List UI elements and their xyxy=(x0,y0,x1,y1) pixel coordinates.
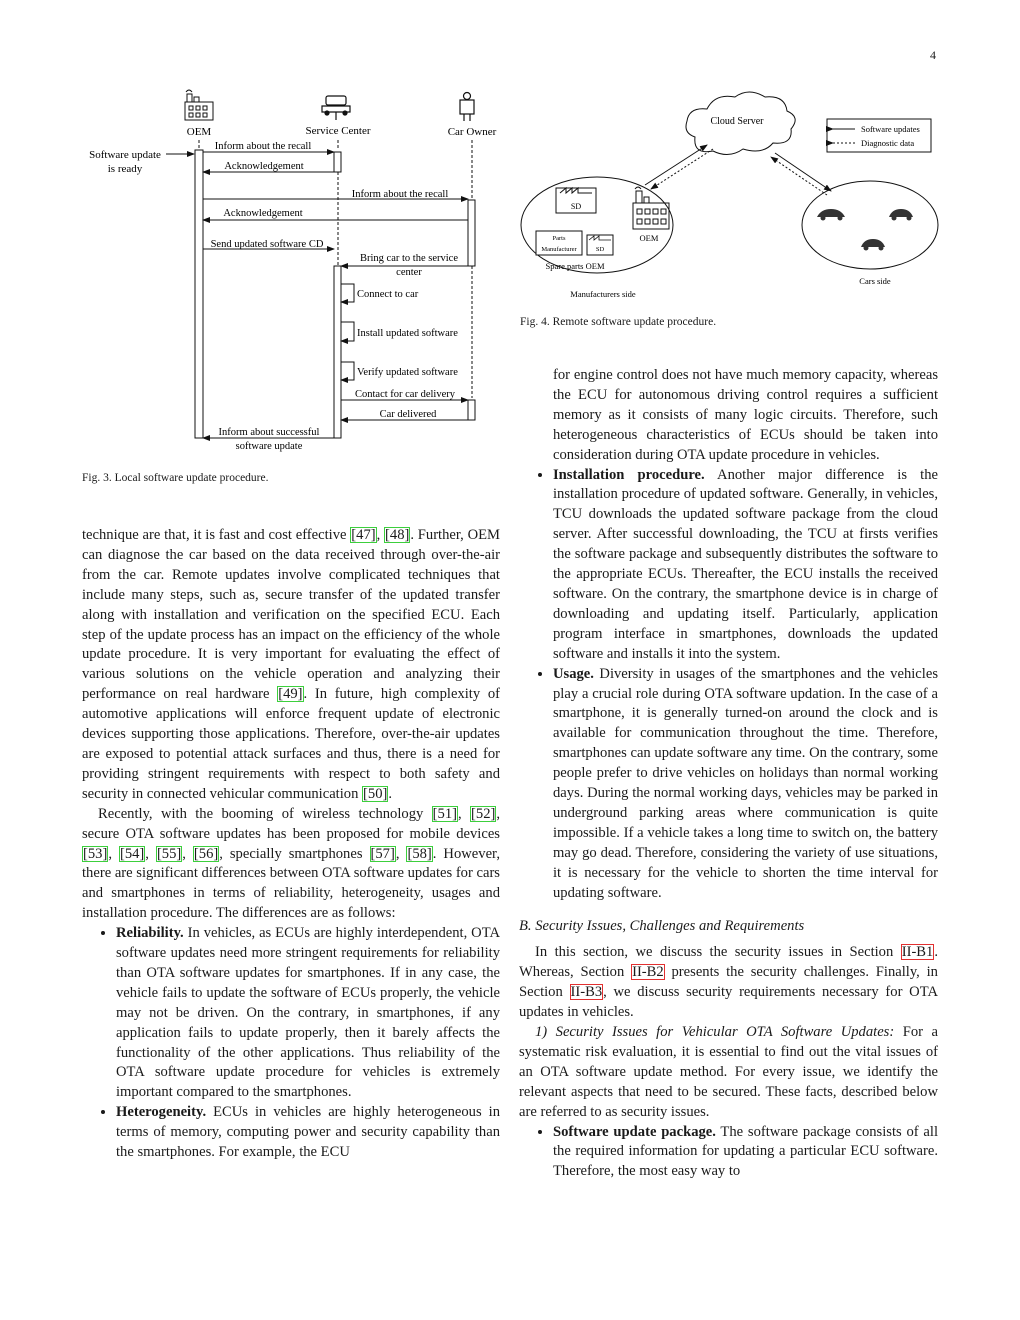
citation[interactable]: [52] xyxy=(471,805,496,822)
factory-icon xyxy=(185,90,213,120)
figure-3-caption: Fig. 3. Local software update procedure. xyxy=(82,472,269,484)
msg-ack-2: Acknowledgement xyxy=(223,208,303,219)
text: Diversity in usages of the smartphones and the vehicles play a crucial role during OTA software updation. In the case of a smartphone, it is generally turned-on around the clock and is available for communication throughout the time. Therefore, smartphones can update software any time. On the contrary, some people prefer to drive vehicles on holidays than normal working days. During the normal working days, vehicles may be parked in underground parking areas where communication is quite impossible. If a vehicle takes a long time to switch on, the battery may go dead. Therefore, considering the variety of use situations, it is necessary for the vehicle to shorten the time interval for updating software. xyxy=(553,665,938,901)
list-item-continued: for engine control does not have much memory capacity, whereas the ECU for autonomous driving control requires a sufficient memory as it consists of many logic circuits. Therefore, such heterogeneous characteristics of ECUs should be taken into consideration during OTA update procedure in vehicles. xyxy=(553,367,938,463)
text: technique are that, it is fast and cost effective xyxy=(82,527,347,543)
bullet-heading: Usage. xyxy=(553,665,594,682)
figure-4-caption: Fig. 4. Remote software update procedure. xyxy=(520,316,717,328)
section-link[interactable]: II-B2 xyxy=(632,964,664,981)
text: For a systematic risk evaluation, it is essential to find out the vital issues of an OTA software update method. For every issue, we identify the relevant aspects that need to be secured. These facts, described below are referred to as security issues. xyxy=(519,1024,938,1120)
msg-send-cd: Send updated software CD xyxy=(210,239,324,250)
citation[interactable]: [48] xyxy=(385,527,410,543)
citation[interactable]: [57] xyxy=(370,845,395,862)
paragraph xyxy=(519,943,938,1023)
msg-inform-success-2: software update xyxy=(235,441,303,452)
msg-bring-car-1: Bring car to the service xyxy=(360,253,458,264)
msg-inform-success-1: Inform about successful xyxy=(218,427,320,438)
msg-verify: Verify updated software xyxy=(357,367,458,378)
msg-install: Install updated software xyxy=(357,328,458,339)
trigger-label-2: is ready xyxy=(107,163,143,175)
cars-side-label: Cars side xyxy=(859,276,891,286)
list-item xyxy=(553,466,938,665)
trigger-label-1: Software update xyxy=(89,149,161,161)
paragraph: Recently, with the booming of wireless technology [51], [52], secure OTA software updates has been proposed for mobile devices [53], [54], [55], [56], specially smartphones [57], [58]. However, there are significant differences between OTA software updates for cars and smartphones in terms of reliability, heterogeneity, usages and installation procedure. The differences are as follows: xyxy=(82,805,501,922)
text: In this section, we discuss the security issues in Section xyxy=(535,944,894,961)
subsection-heading: 1) Security Issues for Vehicular OTA Software Updates: xyxy=(535,1024,895,1040)
bullet-list xyxy=(519,466,938,904)
msg-contact-delivery: Contact for car delivery xyxy=(355,389,455,400)
text: Another major difference is the installation procedure of updated software. Generally, in vehicles, TCU downloads the updated software package from the cloud server. After successful downloading, the TCU at firsts verifies the software package and subsequently distributes the software to the appropriate ECUs. Thereafter, the ECU installs the received software. On the contrary, the smartphone device is in charge of downloading and updating itself. Particularly, application program interface in smartphones, downloads the updated software and installs it into the system. xyxy=(553,466,938,662)
msg-car-delivered: Car delivered xyxy=(379,409,437,420)
citation[interactable]: [49] xyxy=(278,686,303,703)
spare-parts-label: Spare parts OEM xyxy=(545,261,605,271)
paragraph xyxy=(519,1023,938,1123)
list-item xyxy=(553,1123,938,1183)
text: . In future, high complexity of automotive applications will enforce frequent update of electronic devices supporting those applications. Therefore, over-the-air updates are exposed to potential attack surfaces and thus, there is a need for providing stringent requirements with respect to both safety and security in connected vehicular communication xyxy=(82,686,500,802)
actor-car-owner: Car Owner xyxy=(447,126,497,138)
list-item xyxy=(116,924,500,1103)
manufacturers-side-label: Manufacturers side xyxy=(570,289,636,299)
legend-software-updates: Software updates xyxy=(861,124,920,134)
parts-label-1: Parts xyxy=(552,235,566,242)
text: . Whereas, Section xyxy=(519,944,938,981)
bullet-heading: Reliability. xyxy=(116,925,184,942)
text: The software package consists of all the required information for updating a particular ECU software. Therefore, the most easy way to xyxy=(553,1123,938,1180)
figure-4-diagram xyxy=(515,85,945,310)
sd-label: SD xyxy=(570,202,582,211)
citation[interactable]: [51] xyxy=(432,805,457,822)
section-link[interactable]: II-B1 xyxy=(901,944,934,961)
citation[interactable]: [58] xyxy=(407,845,432,862)
parts-label-2: Manufacturer xyxy=(541,246,577,253)
text: . However, there are significant differences between OTA software updates for cars and smartphones in terms of reliability, heterogeneity, usages and installation procedure. The differences are as follows: xyxy=(82,845,500,922)
actor-service-center: Service Center xyxy=(305,125,371,137)
text: , specially smartphones xyxy=(219,845,363,862)
citation[interactable]: [54] xyxy=(119,845,145,862)
citation[interactable]: [55] xyxy=(156,845,182,862)
text: , we discuss security requirements necessary for OTA updates in vehicles. xyxy=(519,984,938,1021)
text: In vehicles, as ECUs are highly interdependent, OTA software updates need more stringent requirements for reliability than OTA software updates for smartphones. If in any case, the vehicle fails to update the software of ECUs properly, the vehicle may not be driven. On the contrary, in smartphones, if any application fails to update properly, then it barely affects the functionality of the other applications. Thus reliability of the OTA software update procedure for vehicles is extremely important compared to the smartphones. xyxy=(116,925,500,1101)
list-item xyxy=(553,665,938,904)
section-link[interactable]: II-B3 xyxy=(570,984,603,1001)
left-column xyxy=(82,526,500,1163)
msg-ack-1: Acknowledgement xyxy=(224,161,304,172)
text: ECUs in vehicles are highly heterogeneous in terms of memory, computing power and security capability than the smartphones. For example, the ECU xyxy=(116,1104,500,1161)
person-icon xyxy=(460,93,474,122)
bullet-list xyxy=(519,1123,938,1183)
bullet-heading: Heterogeneity. xyxy=(116,1104,207,1121)
msg-bring-car-2: center xyxy=(396,267,422,278)
text: Recently, with the booming of wireless technology xyxy=(98,805,424,822)
citation[interactable]: [47] xyxy=(351,527,376,543)
right-column xyxy=(519,366,938,1182)
oem-label: OEM xyxy=(639,233,659,243)
text: presents the security challenges. Finally, in Section xyxy=(519,964,938,1001)
paragraph: technique are that, it is fast and cost effective [47], [48]. Further, OEM can diagnose the car based on the data received through over-the-air from the car. Remote updates involve complicated techniques that include many steps, such as, secure transfer of the updated transfer along with installation and verification on the specified ECU. Each step of the update process has an impact on the efficiency of the whole update procedure. It is very important for evaluating the effect of various solutions on the vehicle operation and analyzing their performance on real hardware [49]. In future, high complexity of automotive applications will enforce frequent update of electronic devices supporting those applications. Therefore, over-the-air updates are exposed to potential attack surfaces and thus, there is a need for providing stringent requirements with respect to both safety and security in connected vehicular communication [50]. xyxy=(82,527,501,802)
text: . Further, OEM can diagnose the car based on the data received through over-the-air from the car. Remote updates involve complicated techniques that include many steps, such as, secure transfer of the updated transfer along with installation and verification on the specified ECU. Each step of the update process has an impact on the efficiency of the whole update procedure. It is very important for evaluating the effect of various solutions on the vehicle operation and analyzing their performance on real hardware xyxy=(82,527,501,703)
figure-3-diagram xyxy=(78,88,508,458)
list-item xyxy=(116,1103,500,1163)
citation[interactable]: [56] xyxy=(193,845,219,862)
car-icon xyxy=(322,96,350,120)
bullet-heading: Installation procedure. xyxy=(553,466,705,483)
msg-inform-recall-1: Inform about the recall xyxy=(214,141,312,152)
msg-connect: Connect to car xyxy=(357,289,419,300)
section-heading: B. Security Issues, Challenges and Requirements xyxy=(519,918,805,935)
text: , secure OTA software updates has been proposed for mobile devices xyxy=(82,805,501,842)
page-number: 4 xyxy=(930,48,936,62)
msg-inform-recall-2: Inform about the recall xyxy=(351,189,449,200)
bullet-heading: Software update package. xyxy=(553,1123,716,1140)
cloud-label: Cloud Server xyxy=(710,116,764,127)
citation[interactable]: [53] xyxy=(83,845,108,862)
bullet-list xyxy=(519,366,938,466)
citation[interactable]: [50] xyxy=(363,785,388,802)
legend-diagnostic-data: Diagnostic data xyxy=(861,138,915,148)
bullet-list xyxy=(82,924,500,1163)
actor-oem: OEM xyxy=(186,126,212,138)
sd2-label: SD xyxy=(595,246,605,253)
